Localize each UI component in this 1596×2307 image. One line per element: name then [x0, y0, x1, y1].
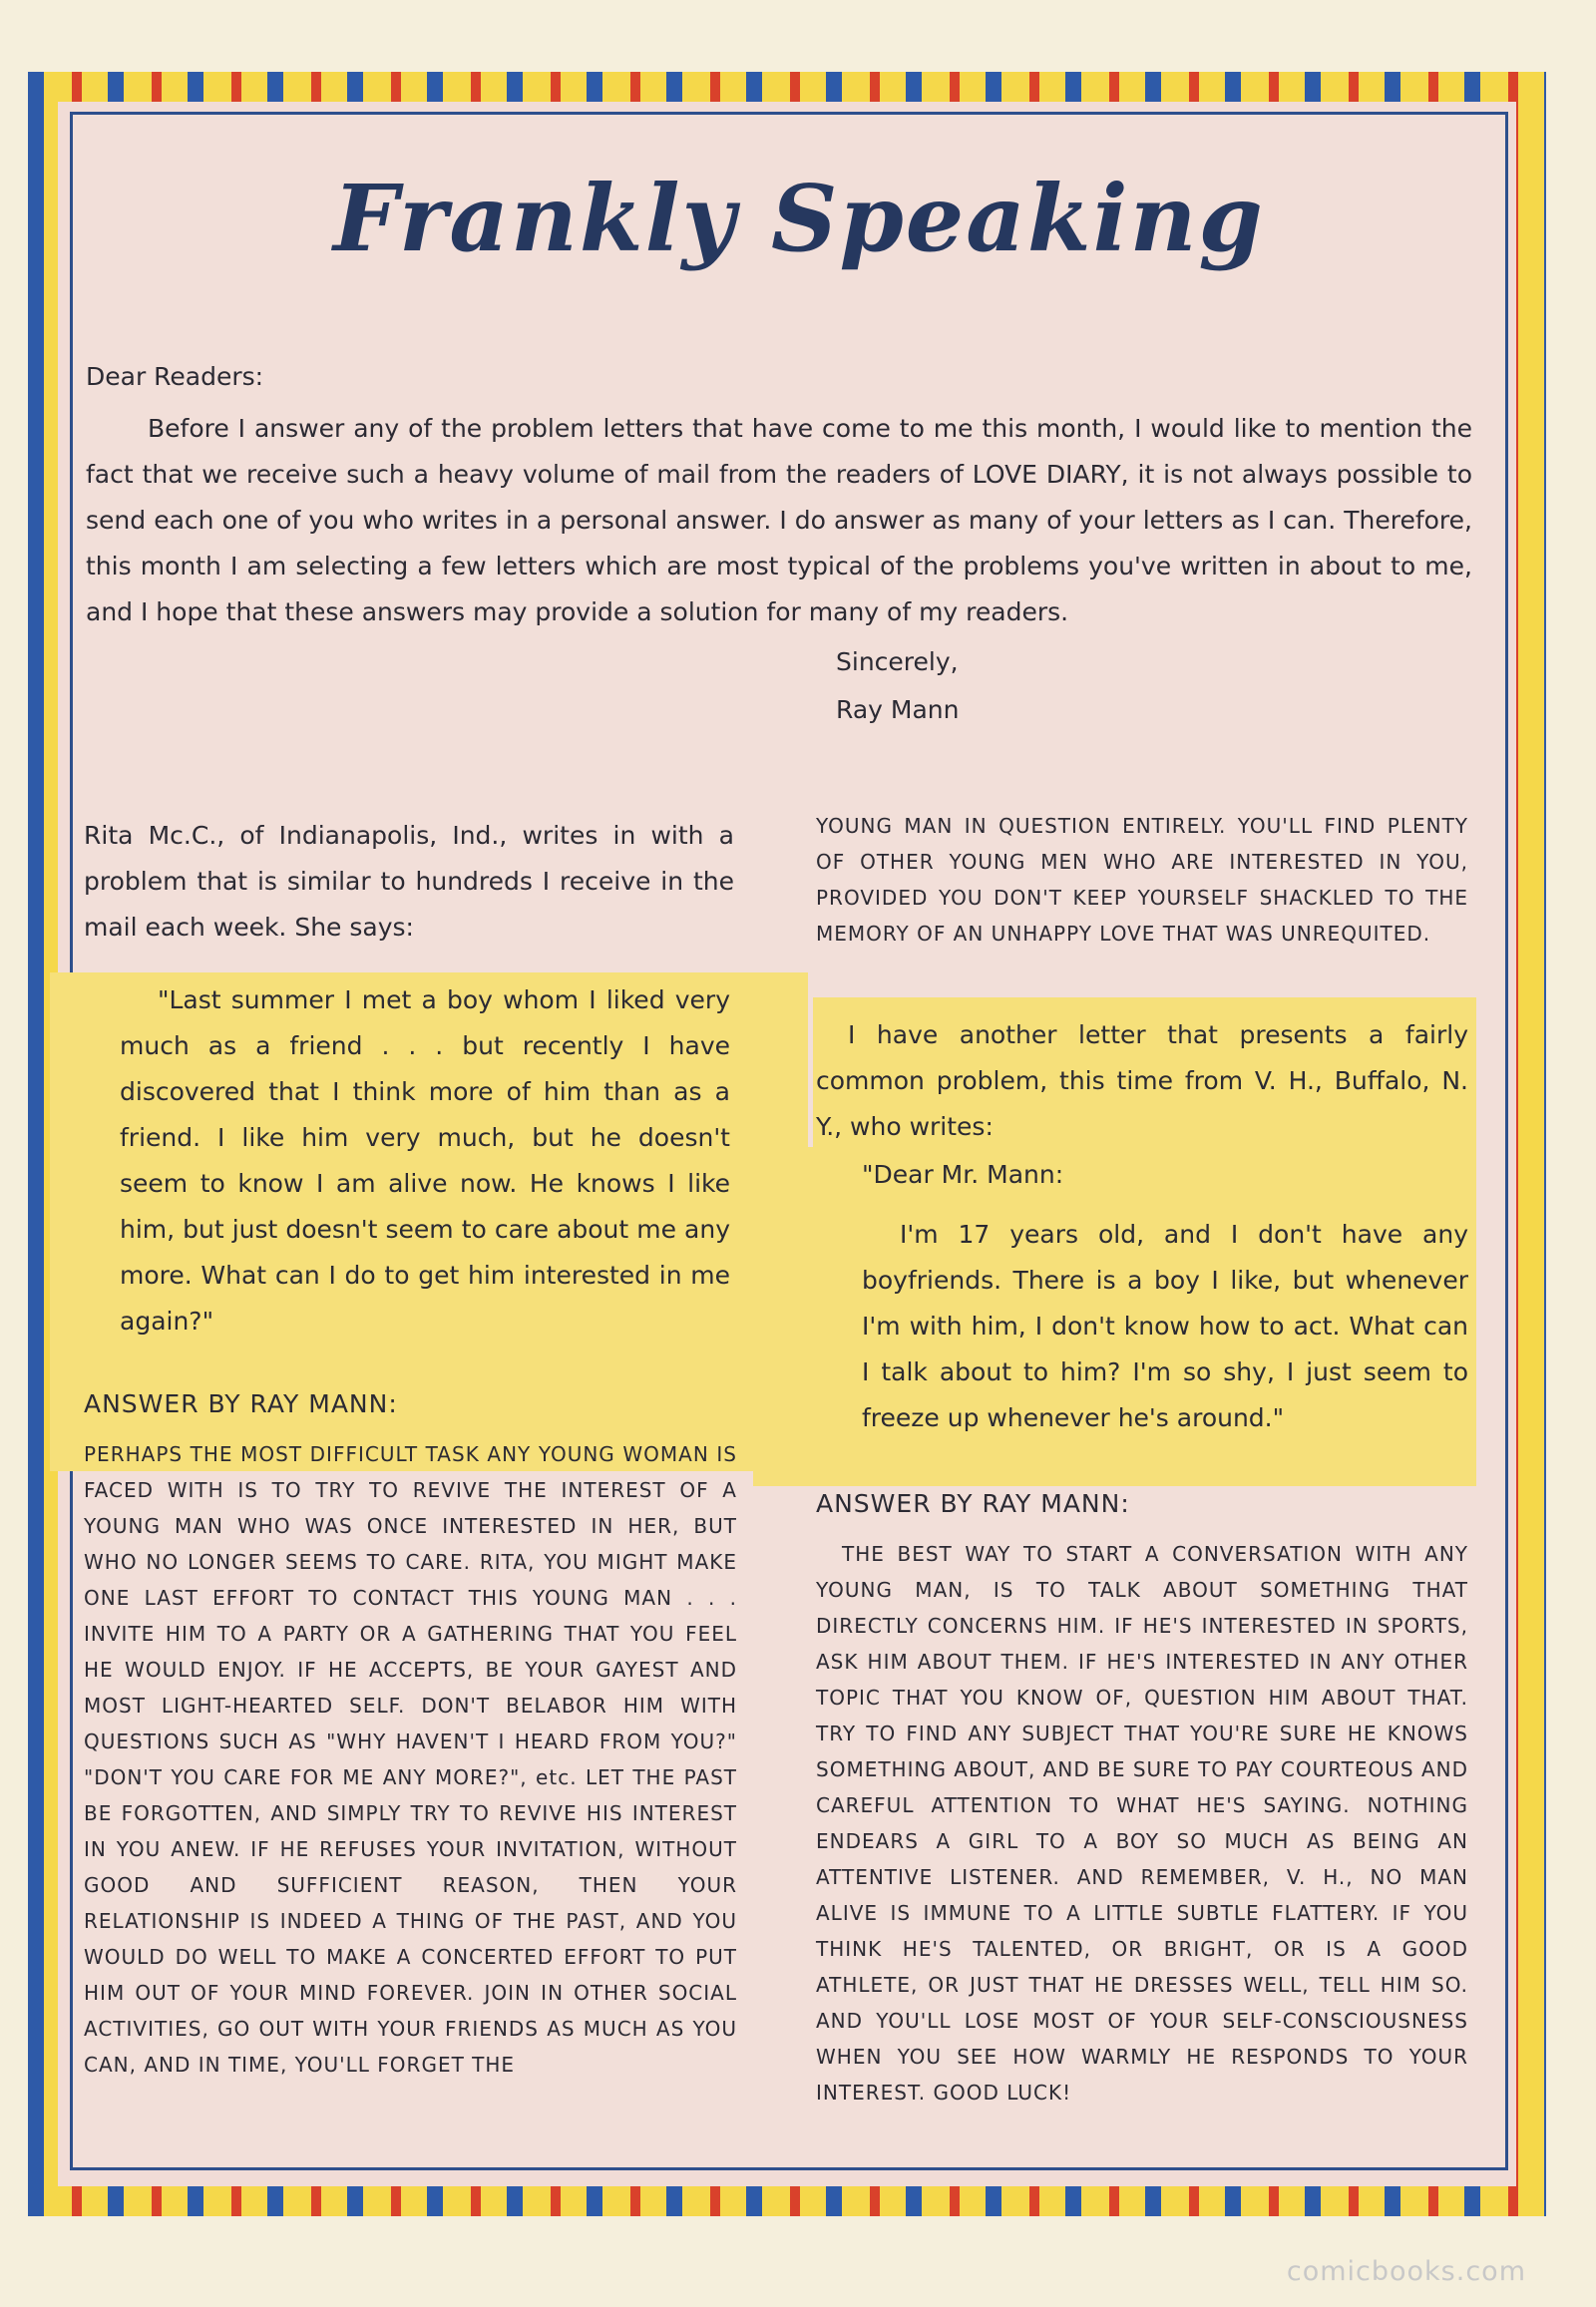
letter2-lead: I have another letter that presents a fairly common problem, this time from V. H., Buffalo, N. Y., who writes: [816, 1020, 1468, 1141]
letter2-quote-text: I'm 17 years old, and I don't have any boyfriends. There is a boy I like, but whenever I'm with him, I don't know how to act. What can I talk about to him? I'm so shy, I just seem to freeze up whenever he's around." [862, 1220, 1468, 1432]
site-watermark: comicbooks.com [1286, 2256, 1526, 2287]
letter1-lead: Rita Mc.C., of Indianapolis, Ind., writes in with a problem that is similar to hundreds I receive in the mail each week. She says: [84, 821, 734, 942]
letter2-quote [862, 1152, 1468, 1441]
letter1-answer-heading: ANSWER BY RAY MANN: [84, 1389, 398, 1418]
letter2-answer: THE BEST WAY TO START A CONVERSATION WITH ANY YOUNG MAN, IS TO TALK ABOUT SOMETHING THAT DIRECTLY CONCERNS HIM. IF HE'S INTERESTED IN SPORTS, ASK HIM ABOUT THEM. IF HE'S INTERESTED IN ANY OTHER TOPIC THAT YOU KNOW OF, QUESTION HIM ABOUT THAT. TRY TO FIND ANY SUBJECT THAT YOU'RE SURE HE KNOWS SOMETHING ABOUT, AND BE SURE TO PAY COURTEOUS AND CAREFUL ATTENTION TO WHAT HE'S SAYING. NOTHING ENDEARS A GIRL TO A BOY SO MUCH AS BEING AN ATTENTIVE LISTENER. AND REMEMBER, V. H., NO MAN ALIVE IS IMMUNE TO A LITTLE SUBTLE FLATTERY. IF YOU THINK HE'S TALENTED, OR BRIGHT, OR IS A GOOD ATHLETE, OR JUST THAT HE DRESSES WELL, TELL HIM SO. AND YOU'LL LOSE MOST OF YOUR SELF-CONSCIOUSNESS WHEN YOU SEE HOW WARMLY HE RESPONDS TO YOUR INTEREST. GOOD LUCK! [816, 1542, 1468, 2105]
intro-body: Before I answer any of the problem letters that have come to me this month, I would like to mention the fact that we receive such a heavy volume of mail from the readers of LOVE DIARY, it is not always possible to send each one of you who writes in a personal answer. I do answer as many of your letters as I can. Therefore, this month I am selecting a few letters which are most typical of the problems you've written in about to me, and I hope that these answers may provide a solution for many of my readers. [86, 414, 1472, 626]
letter2-quote-salutation: "Dear Mr. Mann: [862, 1160, 1064, 1189]
letter1-quote [120, 977, 730, 1345]
intro-signature: Ray Mann [836, 695, 960, 724]
intro-salutation: Dear Readers: [86, 362, 264, 391]
intro-closing: Sincerely, [836, 647, 959, 676]
letter1-answer: PERHAPS THE MOST DIFFICULT TASK ANY YOUNG WOMAN IS FACED WITH IS TO TRY TO REVIVE THE INTEREST OF A YOUNG MAN WHO WAS ONCE INTERESTED IN HER, BUT WHO NO LONGER SEEMS TO CARE. RITA, YOU MIGHT MAKE ONE LAST EFFORT TO CONTACT THIS YOUNG MAN . . . INVITE HIM TO A PARTY OR A GATHERING THAT YOU FEEL HE WOULD ENJOY. IF HE ACCEPTS, BE YOUR GAYEST AND MOST LIGHT-HEARTED SELF. DON'T BELABOR HIM WITH QUESTIONS SUCH AS "WHY HAVEN'T I HEARD FROM YOU?" "DON'T YOU CARE FOR ME ANY MORE?", etc. LET THE PAST BE FORGOTTEN, AND SIMPLY TRY TO REVIVE HIS INTEREST IN YOU ANEW. IF HE REFUSES YOUR INVITATION, WITHOUT GOOD AND SUFFICIENT REASON, THEN YOUR RELATIONSHIP IS INDEED A THING OF THE PAST, AND YOU WOULD DO WELL TO MAKE A CONCERTED EFFORT TO PUT HIM OUT OF YOUR MIND FOREVER. JOIN IN OTHER SOCIAL ACTIVITIES, GO OUT WITH YOUR FRIENDS AS MUCH AS YOU CAN, AND IN TIME, YOU'LL FORGET THE [84, 1442, 737, 2077]
intro-letter [86, 354, 1472, 635]
letter1-answer-continued: YOUNG MAN IN QUESTION ENTIRELY. YOU'LL FIND PLENTY OF OTHER YOUNG MEN WHO ARE INTERESTED IN YOU, PROVIDED YOU DON'T KEEP YOURSELF SHACKLED TO THE MEMORY OF AN UNHAPPY LOVE THAT WAS UNREQUITED. [816, 814, 1468, 946]
page-title: Frankly Speaking [333, 165, 1265, 272]
letter2-answer-heading: ANSWER BY RAY MANN: [816, 1489, 1130, 1518]
letter1-quote-text: "Last summer I met a boy whom I liked very much as a friend . . . but recently I have discovered that I think more of him than as a friend. I like him very much, but he doesn't seem to know I am alive now. He knows I like him, but just doesn't seem to care about me any more. What can I do to get him interested in me again?" [120, 985, 730, 1336]
intro-closing-block [836, 638, 959, 734]
